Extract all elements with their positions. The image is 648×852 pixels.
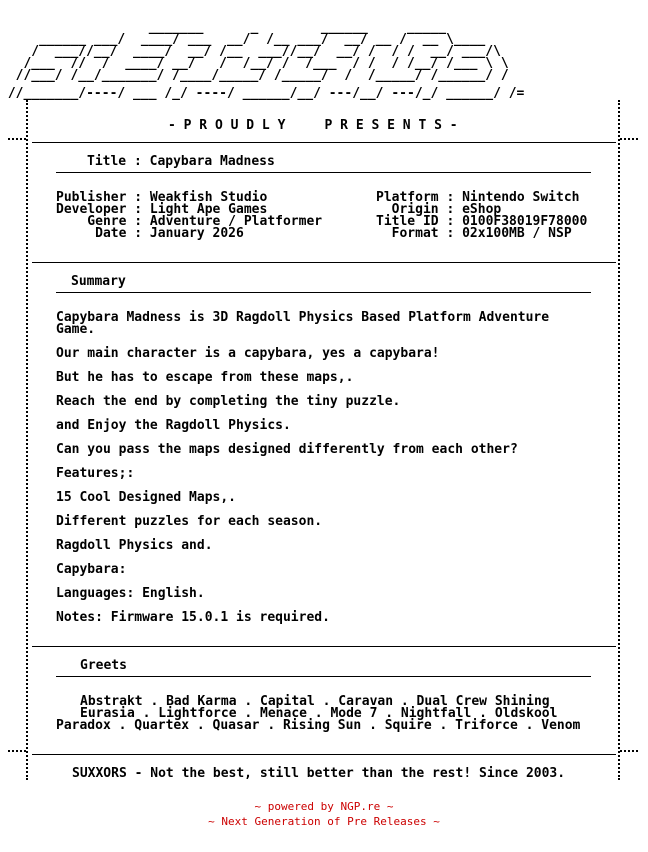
summary-line: Notes: Firmware 15.0.1 is required. xyxy=(56,610,330,625)
summary-line: Capybara Madness is 3D Ragdoll Physics Based Platform Adventure xyxy=(56,310,550,325)
summary-line: Languages: English. xyxy=(56,586,205,601)
summary-line: Can you pass the maps designed differently from each other? xyxy=(56,442,518,457)
summary-line: 15 Cool Designed Maps,. xyxy=(56,490,237,505)
meta-platform: Platform : Nintendo Switch xyxy=(376,190,580,205)
meta-format: Format : 02x100MB / NSP xyxy=(376,226,572,241)
frame-mark-right xyxy=(620,750,638,752)
summary-line: Features;: xyxy=(56,466,135,481)
section-divider xyxy=(32,646,616,647)
greets-line: Paradox . Quartex . Quasar . Rising Sun . Squire . Triforce . Venom xyxy=(56,718,581,733)
title-underline xyxy=(56,172,591,173)
proudly-presents: - P R O U D L Y P R E S E N T S - xyxy=(168,118,458,133)
section-divider xyxy=(32,754,616,755)
release-title: Title : Capybara Madness xyxy=(87,154,275,169)
footer-subtitle: ~ Next Generation of Pre Releases ~ xyxy=(208,815,440,828)
frame-mark-left xyxy=(8,750,26,752)
meta-developer: Developer : Light Ape Games xyxy=(56,202,268,217)
summary-line: Capybara: xyxy=(56,562,127,577)
greets-line: Abstrakt . Bad Karma . Capital . Caravan . Dual Crew Shining xyxy=(80,694,550,709)
summary-underline xyxy=(56,292,591,293)
logo-line: //_______/----/ ___ /_/ ----/ ______/__/ ---/__/ ---/_/ ______/ /= xyxy=(0,86,541,101)
frame-mark-right xyxy=(620,138,638,140)
frame-left-border xyxy=(26,100,28,780)
section-divider xyxy=(32,262,616,263)
logo-line: _______ _ ______ _____ xyxy=(0,20,533,35)
logo-line: / ___//__/ ____/ __/ /__ ___//__/ __/ / / / __/ ___/\ xyxy=(0,44,525,59)
summary-line: Ragdoll Physics and. xyxy=(56,538,213,553)
meta-publisher: Publisher : Weakfish Studio xyxy=(56,190,268,205)
meta-genre: Genre : Adventure / Platformer xyxy=(56,214,323,229)
frame-mark-left xyxy=(8,138,26,140)
meta-title-id: Title ID : 0100F38019F78000 xyxy=(376,214,588,229)
summary-line: But he has to escape from these maps,. xyxy=(56,370,354,385)
meta-origin: Origin : eShop xyxy=(376,202,502,217)
logo-line: //___/ /__/_______/ /____/_____/ /_____/ / /_____/ /______/ / xyxy=(0,68,533,83)
footer-powered-by: ~ powered by NGP.re ~ xyxy=(254,800,394,813)
summary-line: Game. xyxy=(56,322,96,337)
frame-right-border xyxy=(618,100,620,780)
greets-heading: Greets xyxy=(80,658,127,673)
summary-line: Different puzzles for each season. xyxy=(56,514,323,529)
logo-line: ______ ___/ ____/ ___ __/ /__ ___/ __/ __ / __ \____ xyxy=(0,32,525,47)
group-tagline: SUXXORS - Not the best, still better than the rest! Since 2003. xyxy=(72,766,566,781)
meta-date: Date : January 2026 xyxy=(56,226,244,241)
summary-heading: Summary xyxy=(71,274,126,289)
summary-line: Our main character is a capybara, yes a capybara! xyxy=(56,346,440,361)
summary-line: Reach the end by completing the tiny puzzle. xyxy=(56,394,401,409)
greets-underline xyxy=(56,676,591,677)
summary-line: and Enjoy the Ragdoll Physics. xyxy=(56,418,291,433)
section-divider xyxy=(32,142,616,143)
greets-line: Eurasia . Lightforce . Menace . Mode 7 . Nightfall . Oldskool xyxy=(80,706,558,721)
logo-line: /___ // / ____/ __/ / /__/ / /___ / / / /__/ /___ \ \ xyxy=(0,56,525,71)
